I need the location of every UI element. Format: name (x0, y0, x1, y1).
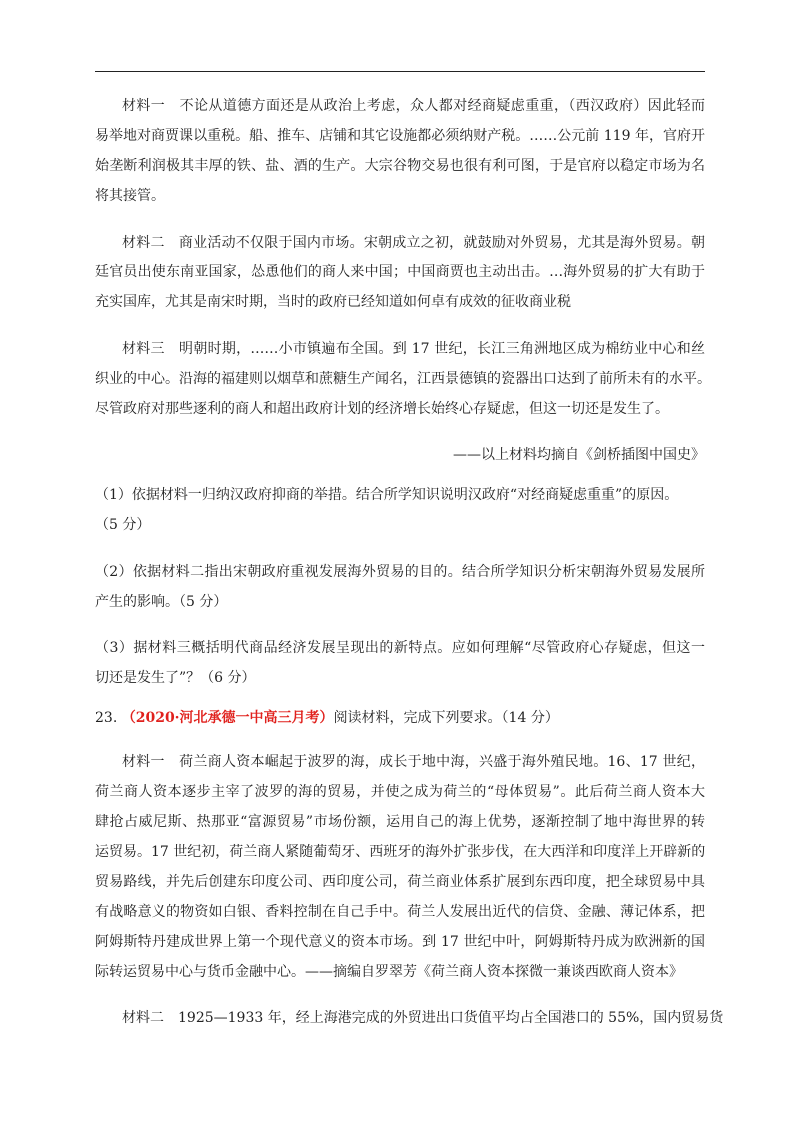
text-line: （1）依据材料一归纳汉政府抑商的举措。结合所学知识说明汉政府“对经商疑虑重重”的原因。 (95, 487, 679, 503)
question-prompt: 阅读材料，完成下列要求。（14 分） (333, 710, 559, 726)
text-line: 阿姆斯特丹建成世界上第一个现代意义的资本市场。到 17 世纪中叶，阿姆斯特丹成为欧洲新的国 (95, 934, 705, 950)
text-line: 易举地对商贾课以重税。船、推车、店铺和其它设施都必须纳财产税。……公元前 119 年，官府开 (95, 128, 705, 144)
text-line: 有战略意义的物资如白银、香料控制在自己手中。荷兰人发展出近代的信贷、金融、薄记体系，把 (95, 904, 705, 920)
text-line: 将其接管。 (95, 188, 165, 204)
text-line: 材料三 明朝时期，……小市镇遍布全国。到 17 世纪，长江三角洲地区成为棉纺业中心和丝 (122, 341, 705, 357)
text-line: 荷兰商人资本逐步主宰了波罗的海的贸易，并使之成为荷兰的“母体贸易”。此后荷兰商人资本大 (95, 784, 705, 800)
source-tag: （2020·河北承德一中高三月考） (121, 710, 334, 726)
question-number: 23. (95, 710, 118, 726)
text-line: 尽管政府对那些逐利的商人和超出政府计划的经济增长始终心存疑虑，但这一切还是发生了。 (95, 401, 669, 417)
text-line: 始垄断利润极其丰厚的铁、盐、酒的生产。大宗谷物交易也很有利可图，于是官府以稳定市场为名 (95, 158, 705, 174)
text-line: 材料一 不论从道德方面还是从政治上考虑，众人都对经商疑虑重重，（西汉政府）因此轻而 (122, 98, 705, 114)
text-line: 际转运贸易中心与货币金融中心。——摘编自罗翠芳《荷兰商人资本探微一兼谈西欧商人资本》 (95, 964, 683, 980)
header-rule (95, 71, 705, 72)
text-line: 材料一 荷兰商人资本崛起于波罗的海，成长于地中海，兴盛于海外殖民地。16、17 世纪， (122, 754, 705, 770)
text-line: 材料二 1925—1933 年，经上海港完成的外贸进出口货值平均占全国港口的 55%，国内贸易货 (122, 1010, 724, 1026)
text-line: 织业的中心。沿海的福建则以烟草和蔗糖生产闻名，江西景德镇的瓷器出口达到了前所未有的水平。 (95, 371, 711, 387)
q23-heading (95, 708, 705, 728)
text-line: （2）依据材料二指出宋朝政府重视发展海外贸易的目的。结合所学知识分析宋朝海外贸易发展所 (95, 564, 705, 580)
text-line: （3）据材料三概括明代商品经济发展呈现出的新特点。应如何理解“尽管政府心存疑虑，但这一 (95, 640, 705, 656)
text-line: 充实国库，尤其是南宋时期，当时的政府已经知道如何卓有成效的征收商业税 (95, 294, 571, 310)
text-line: （5 分） (95, 517, 151, 533)
text-line: 产生的影响。（5 分） (95, 594, 228, 610)
text-line: 肆抢占威尼斯、热那亚“富源贸易”市场份额，运用自己的海上优势，逐渐控制了地中海世界的转 (95, 814, 705, 830)
text-line: 切还是发生了”？（6 分） (95, 670, 256, 686)
text-line: 贸易路线，并先后创建东印度公司、西印度公司，荷兰商业体系扩展到东西印度，把全球贸易中具 (95, 874, 705, 890)
text-line: 材料二 商业活动不仅限于国内市场。宋朝成立之初，就鼓励对外贸易，尤其是海外贸易。朝 (122, 235, 705, 251)
text-line: 运贸易。17 世纪初，荷兰商人紧随葡萄牙、西班牙的海外扩张步伐，在大西洋和印度洋上开辟新的 (95, 844, 706, 860)
material-source: ——以上材料均摘自《剑桥插图中国史》 (453, 447, 705, 463)
text-line: 廷官员出使东南亚国家，怂恿他们的商人来中国；中国商贾也主动出击。…海外贸易的扩大有助于 (95, 264, 705, 280)
